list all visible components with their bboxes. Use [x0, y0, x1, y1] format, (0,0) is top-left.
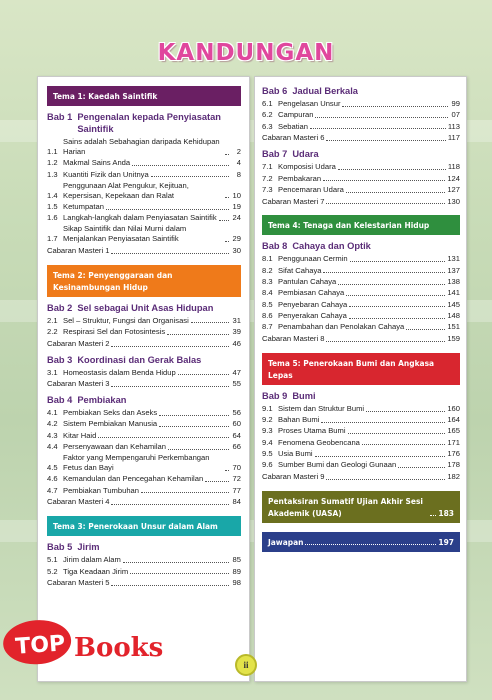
page-ref: 30: [232, 245, 241, 255]
dot-leader: [305, 544, 436, 545]
page-ref: 141: [447, 288, 460, 298]
dot-leader: [326, 140, 445, 141]
section-number: 5.1: [47, 555, 58, 565]
entry-title: Usia Bumi: [278, 449, 313, 459]
entry-title: Campuran: [278, 110, 314, 120]
section-number: 4.6: [47, 474, 58, 484]
section-number: 9.5: [262, 449, 273, 459]
toc-entry[interactable]: [47, 224, 241, 243]
section-number: 8.5: [262, 299, 273, 309]
page-ref: 07: [451, 110, 460, 120]
entry-title: Pencemaran Udara: [278, 184, 344, 194]
entry-title: Sikap Saintifik dan Nilai Murni dalam Menjalankan Penyiasatan Saintifik: [63, 224, 187, 244]
page-ref: 2: [236, 146, 241, 156]
dot-leader: [323, 272, 445, 273]
dot-leader: [338, 169, 446, 170]
toc-column-left: [37, 76, 250, 682]
theme-title: Jawapan: [268, 536, 304, 547]
dot-leader: [225, 241, 229, 242]
entry-title: Persenyawaan dan Kehamilan: [63, 442, 167, 452]
page-ref: 98: [232, 578, 241, 588]
theme-header: [47, 265, 241, 297]
dot-leader: [225, 470, 229, 471]
chapter-heading: [262, 85, 460, 97]
toc-entry[interactable]: [262, 322, 460, 332]
page-ref: 183: [438, 507, 454, 518]
entry-title: Pantulan Cahaya: [278, 277, 337, 286]
chapter-number: Bab 2: [47, 302, 73, 313]
dot-leader: [310, 128, 446, 129]
page-number: ii: [235, 654, 257, 676]
entry-title: Sumber Bumi dan Geologi Gunaan: [278, 460, 397, 470]
dot-leader: [141, 492, 229, 493]
section-number: 9.4: [262, 437, 273, 447]
mastery-entry[interactable]: [262, 197, 460, 207]
page-ref: 89: [232, 566, 241, 576]
entry-title: Penyerakan Cahaya: [278, 310, 347, 320]
toc-entry[interactable]: [262, 426, 460, 436]
entry-title: Sistem dan Struktur Bumi: [278, 403, 365, 413]
page-ref: 197: [438, 536, 454, 547]
entry-title: Cabaran Masteri 7: [262, 196, 325, 206]
dot-leader: [130, 573, 229, 574]
theme-title: Tema 4: Tenaga dan Kelestarian Hidup: [268, 220, 430, 231]
toc-entry[interactable]: [262, 438, 460, 448]
svg-text:TOP: TOP: [14, 631, 67, 660]
dot-leader: [326, 479, 445, 480]
mastery-entry[interactable]: [262, 472, 460, 482]
theme-header: [262, 532, 460, 552]
section-number: 6.1: [262, 99, 273, 109]
section-number: 7.3: [262, 184, 273, 194]
dot-leader: [219, 220, 229, 221]
dot-leader: [406, 329, 445, 330]
entry-title: Cabaran Masteri 9: [262, 472, 325, 482]
entry-title: Komposisi Udara: [278, 162, 336, 172]
dot-leader: [111, 585, 229, 586]
toc-entry[interactable]: [47, 170, 241, 180]
section-number: 4.4: [47, 442, 58, 452]
page-ref: 124: [447, 173, 460, 183]
dot-leader: [159, 415, 229, 416]
dot-leader: [430, 515, 436, 516]
theme-header: [262, 353, 460, 385]
chapter-number: Bab 3: [47, 354, 73, 365]
dot-leader: [151, 176, 229, 177]
toc-entry[interactable]: [262, 415, 460, 425]
section-number: 5.2: [47, 566, 58, 576]
dot-leader: [111, 253, 229, 254]
page-ref: 77: [232, 485, 241, 495]
svg-text:Books: Books: [74, 633, 164, 663]
toc-entry[interactable]: [262, 185, 460, 195]
toc-entry[interactable]: [47, 137, 241, 156]
chapter-title: Sel sebagai Unit Asas Hidupan: [77, 302, 214, 313]
chapter-title: Koordinasi dan Gerak Balas: [77, 354, 202, 365]
section-number: 7.1: [262, 162, 273, 172]
section-number: 4.1: [47, 408, 58, 418]
section-number: 4.3: [47, 430, 58, 440]
page-ref: 182: [447, 472, 460, 482]
dot-leader: [315, 456, 446, 457]
chapter-title: Bumi: [292, 390, 316, 401]
topbooks-logo: [0, 610, 190, 670]
dot-leader: [167, 334, 229, 335]
section-number: 4.5: [47, 463, 58, 473]
page-ref: 118: [447, 162, 460, 172]
entry-title: Bahan Bumi: [278, 415, 320, 425]
toc-entry[interactable]: [262, 449, 460, 459]
entry-title: Langkah-langkah dalam Penyiasatan Saintifik: [63, 213, 217, 223]
section-number: 8.2: [262, 265, 273, 275]
mastery-entry[interactable]: [47, 497, 241, 507]
dot-leader: [191, 322, 229, 323]
page-ref: 39: [232, 327, 241, 337]
chapter-title: Udara: [292, 149, 319, 160]
toc-entry[interactable]: [47, 202, 241, 212]
section-number: 4.2: [47, 419, 58, 429]
entry-title: Cabaran Masteri 2: [47, 338, 110, 348]
entry-title: Sistem Pembiakan Manusia: [63, 419, 158, 429]
dot-leader: [321, 422, 445, 423]
dot-leader: [159, 426, 229, 427]
dot-leader: [98, 437, 229, 438]
section-number: 8.4: [262, 288, 273, 298]
toc-entry[interactable]: [47, 327, 241, 337]
mastery-entry[interactable]: [262, 133, 460, 143]
dot-leader: [326, 341, 445, 342]
entry-title: Ketumpatan: [63, 201, 104, 211]
entry-title: Kuantiti Fizik dan Unitnya: [63, 169, 149, 179]
chapter-heading: [262, 390, 460, 402]
entry-title: Penyebaran Cahaya: [278, 299, 348, 309]
page-ref: 130: [447, 196, 460, 206]
toc-entry[interactable]: [47, 316, 241, 326]
toc-entry[interactable]: [47, 368, 241, 378]
dot-leader: [366, 411, 445, 412]
chapter-title: Jadual Berkala: [292, 86, 358, 96]
page-ref: 138: [447, 277, 460, 286]
toc-entry[interactable]: [262, 288, 460, 298]
entry-title: Pembakaran: [278, 173, 322, 183]
toc-entry[interactable]: [262, 122, 460, 132]
toc-entry[interactable]: [262, 300, 460, 310]
dot-leader: [349, 318, 446, 319]
dot-leader: [326, 203, 445, 204]
section-number: 6.2: [262, 110, 273, 120]
page-ref: 131: [447, 254, 460, 264]
theme-header: [47, 86, 241, 106]
theme-title: Tema 5: Penerokaan Bumi dan Angkasa Lepas: [268, 357, 435, 380]
toc-entry[interactable]: [262, 460, 460, 470]
entry-title: Cabaran Masteri 3: [47, 379, 110, 389]
page-ref: 24: [232, 213, 241, 223]
entry-title: Cabaran Masteri 1: [47, 245, 110, 255]
section-number: 1.2: [47, 158, 58, 168]
section-number: 8.7: [262, 322, 273, 332]
page-ref: 10: [232, 190, 241, 200]
dot-leader: [205, 481, 229, 482]
chapter-number: Bab 9: [262, 390, 288, 401]
toc-entry[interactable]: [262, 266, 460, 276]
entry-title: Cabaran Masteri 5: [47, 578, 110, 588]
page-ref: 56: [232, 408, 241, 418]
entry-title: Tiga Keadaan Jirim: [63, 566, 129, 576]
chapter-number: Bab 6: [262, 86, 288, 96]
section-number: 4.7: [47, 485, 58, 495]
page-ref: 127: [447, 184, 460, 194]
section-number: 2.1: [47, 315, 58, 325]
section-number: 9.1: [262, 403, 273, 413]
dot-leader: [168, 449, 229, 450]
chapter-heading: [47, 302, 241, 314]
entry-title: Faktor yang Mempengaruhi Perkembangan Fetus dan Bayi: [63, 453, 210, 473]
page-ref: 31: [232, 315, 241, 325]
chapter-title: Pembiakan: [77, 395, 127, 406]
dot-leader: [323, 180, 445, 181]
theme-title: Pentaksiran Sumatif Ujian Akhir Sesi Akademik (UASA): [268, 495, 423, 518]
toc-entry[interactable]: [262, 110, 460, 120]
dot-leader: [346, 295, 445, 296]
entry-title: Cabaran Masteri 4: [47, 497, 110, 507]
section-number: 8.6: [262, 310, 273, 320]
dot-leader: [398, 467, 445, 468]
entry-title: Cabaran Masteri 8: [262, 333, 325, 343]
section-number: 8.1: [262, 254, 273, 264]
toc-entry[interactable]: [262, 404, 460, 414]
page-ref: 85: [232, 555, 241, 565]
entry-title: Respirasi Sel dan Fotosintesis: [63, 327, 166, 337]
toc-entry[interactable]: [47, 567, 241, 577]
dot-leader: [315, 117, 448, 118]
toc-entry[interactable]: [47, 408, 241, 418]
theme-header: [262, 215, 460, 235]
dot-leader: [132, 165, 229, 166]
toc-entry[interactable]: [47, 555, 241, 565]
dot-leader: [111, 386, 229, 387]
page-ref: 70: [232, 463, 241, 473]
section-number: 3.1: [47, 367, 58, 377]
chapter-number: Bab 1: [47, 112, 73, 123]
entry-title: Pembiasan Cahaya: [278, 288, 345, 298]
section-number: 1.1: [47, 146, 58, 156]
dot-leader: [348, 433, 446, 434]
page-ref: 47: [232, 367, 241, 377]
entry-title: Sebatian: [278, 121, 308, 131]
page-ref: 60: [232, 419, 241, 429]
section-number: 9.3: [262, 426, 273, 436]
section-number: 1.7: [47, 234, 58, 244]
theme-header: [47, 516, 241, 536]
theme-header: [262, 491, 460, 523]
chapter-heading: [47, 354, 241, 366]
page-ref: 178: [447, 460, 460, 470]
chapter-number: Bab 5: [47, 542, 73, 553]
chapter-title: Jirim: [77, 542, 100, 553]
dot-leader: [225, 154, 229, 155]
page-ref: 113: [447, 121, 460, 131]
mastery-entry[interactable]: [47, 379, 241, 389]
chapter-number: Bab 7: [262, 149, 288, 160]
theme-title: Tema 2: Penyenggaraan dan Kesinambungan Hidup: [53, 269, 173, 292]
mastery-entry[interactable]: [47, 578, 241, 588]
dot-leader: [106, 209, 229, 210]
page-ref: 165: [447, 426, 460, 436]
page-ref: 84: [232, 497, 241, 507]
entry-title: Makmal Sains Anda: [63, 158, 131, 168]
entry-title: Pembiakan Seks dan Aseks: [63, 408, 158, 418]
dot-leader: [111, 346, 229, 347]
toc-column-right: [254, 76, 467, 682]
entry-title: Sains adalah Sebahagian daripada Kehidupan Harian: [63, 137, 220, 156]
chapter-number: Bab 4: [47, 395, 73, 406]
page-ref: 148: [447, 310, 460, 320]
page-ref: 137: [447, 265, 460, 275]
page-ref: 151: [447, 322, 460, 332]
toc-entry[interactable]: [47, 486, 241, 496]
section-number: 1.5: [47, 201, 58, 211]
page-ref: 4: [236, 158, 241, 168]
page-ref: 29: [232, 234, 241, 244]
toc-entry[interactable]: [262, 311, 460, 321]
page-ref: 46: [232, 338, 241, 348]
toc-entry[interactable]: [47, 419, 241, 429]
dot-leader: [349, 306, 445, 307]
dot-leader: [225, 197, 229, 198]
toc-entry[interactable]: [262, 254, 460, 264]
mastery-entry[interactable]: [47, 339, 241, 349]
toc-entry[interactable]: [262, 174, 460, 184]
toc-entry[interactable]: [262, 277, 460, 287]
chapter-heading: [47, 394, 241, 406]
chapter-title: Cahaya dan Optik: [292, 241, 371, 252]
mastery-entry[interactable]: [262, 334, 460, 344]
entry-title: Penggunaan Cermin: [278, 254, 348, 264]
section-number: 1.4: [47, 190, 58, 200]
section-number: 9.6: [262, 460, 273, 470]
entry-title: Jirim dalam Alam: [63, 555, 121, 565]
mastery-entry[interactable]: [47, 246, 241, 256]
entry-title: Penggunaan Alat Pengukur, Kejituan, Kepersisan, Kepekaan dan Ralat: [63, 180, 189, 200]
entry-title: Proses Utama Bumi: [278, 426, 346, 436]
page-ref: 99: [451, 99, 460, 109]
dot-leader: [362, 444, 445, 445]
chapter-heading: [262, 240, 460, 252]
toc-entry[interactable]: [262, 162, 460, 172]
chapter-heading: [47, 541, 241, 553]
page-ref: 160: [447, 403, 460, 413]
section-number: 1.6: [47, 213, 58, 223]
page-ref: 19: [232, 201, 241, 211]
toc-entry[interactable]: [262, 99, 460, 109]
dot-leader: [123, 562, 229, 563]
chapter-heading: [47, 111, 241, 135]
page-ref: 117: [447, 133, 460, 143]
dot-leader: [342, 106, 448, 107]
chapter-number: Bab 8: [262, 241, 288, 252]
entry-title: Sel – Struktur, Fungsi dan Organisasi: [63, 315, 189, 325]
toc-entry[interactable]: [47, 213, 241, 223]
page-ref: 66: [232, 442, 241, 452]
section-number: 7.2: [262, 173, 273, 183]
page-ref: 159: [447, 333, 460, 343]
page-ref: 8: [236, 169, 241, 179]
toc-entry[interactable]: [47, 453, 241, 472]
entry-title: Homeostasis dalam Benda Hidup: [63, 367, 176, 377]
section-number: 6.3: [262, 121, 273, 131]
page-ref: 171: [447, 437, 460, 447]
chapter-title: Pengenalan kepada Penyiasatan Saintifik: [77, 112, 221, 135]
page-title: KANDUNGAN: [157, 40, 335, 66]
entry-title: Kemandulan dan Pencegahan Kehamilan: [63, 474, 204, 484]
entry-title: Penambahan dan Penolakan Cahaya: [278, 322, 405, 332]
entry-title: Pengelasan Unsur: [278, 99, 341, 109]
dot-leader: [338, 284, 445, 285]
toc-entry[interactable]: [47, 442, 241, 452]
dot-leader: [346, 192, 445, 193]
entry-title: Cabaran Masteri 6: [262, 133, 325, 143]
chapter-heading: [262, 148, 460, 160]
toc-entry[interactable]: [47, 158, 241, 168]
toc-entry[interactable]: [47, 431, 241, 441]
entry-title: Fenomena Geobencana: [278, 437, 360, 447]
page-ref: 64: [232, 430, 241, 440]
dot-leader: [178, 374, 229, 375]
page-ref: 145: [447, 299, 460, 309]
theme-title: Tema 1: Kaedah Saintifik: [53, 91, 158, 101]
page-ref: 176: [447, 449, 460, 459]
page-ref: 55: [232, 379, 241, 389]
page-ref: 72: [232, 474, 241, 484]
dot-leader: [350, 261, 446, 262]
section-number: 8.3: [262, 277, 273, 286]
section-number: 2.2: [47, 327, 58, 337]
entry-title: Sifat Cahaya: [278, 265, 322, 275]
toc-entry[interactable]: [47, 181, 241, 200]
toc-entry[interactable]: [47, 474, 241, 484]
dot-leader: [111, 504, 229, 505]
entry-title: Pembiakan Tumbuhan: [63, 485, 139, 495]
section-number: 9.2: [262, 415, 273, 425]
entry-title: Kitar Haid: [63, 430, 97, 440]
theme-title: Tema 3: Penerokaan Unsur dalam Alam: [53, 521, 218, 532]
page-ref: 164: [447, 415, 460, 425]
section-number: 1.3: [47, 169, 58, 179]
